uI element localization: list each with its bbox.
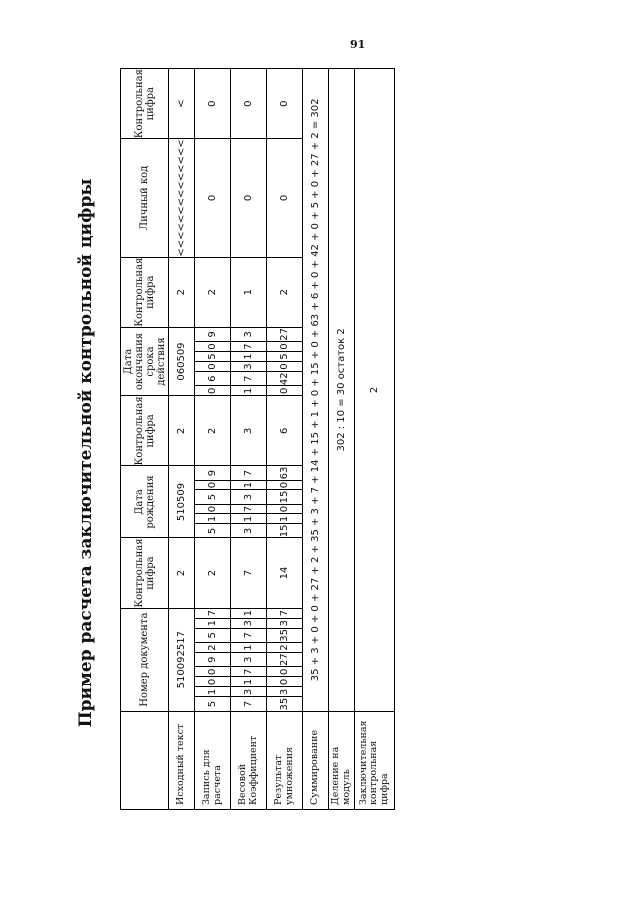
- digit-cell: 7: [231, 628, 267, 642]
- digit-cell: 0: [195, 361, 231, 371]
- final-check-cell: 0: [195, 68, 231, 138]
- digit-cell: 3: [231, 395, 267, 465]
- digit-cell: 15: [267, 489, 303, 503]
- digit-cell: 5: [195, 523, 231, 537]
- source-doc-number: 510092517: [169, 608, 195, 711]
- digit-cell: 1: [231, 608, 267, 618]
- column-header: Дата окончания срока действия: [121, 327, 169, 396]
- digit-cell: 2: [195, 537, 231, 607]
- digit-cell: 3: [231, 652, 267, 666]
- digit-cell: 1: [231, 513, 267, 523]
- column-header: Контрольная цифра: [121, 537, 169, 607]
- column-header: Дата рождения: [121, 465, 169, 537]
- source-check1: 2: [169, 537, 195, 607]
- digit-cell: 3: [231, 489, 267, 503]
- digit-cell: 0: [267, 341, 303, 351]
- digit-cell: 0: [267, 385, 303, 395]
- row-label: Исходный текст: [169, 711, 195, 809]
- digit-cell: 7: [267, 608, 303, 618]
- digit-cell: 7: [231, 341, 267, 351]
- source-birth-date: 510509: [169, 465, 195, 537]
- digit-cell: 7: [231, 504, 267, 514]
- page-number: 91: [350, 38, 366, 51]
- digit-cell: 0: [267, 504, 303, 514]
- column-header: Номер документа: [121, 608, 169, 711]
- row-label: Деление на модуль: [329, 711, 355, 809]
- digit-cell: 0: [267, 666, 303, 676]
- column-header: Личный код: [121, 138, 169, 256]
- source-expiry-date: 060509: [169, 327, 195, 396]
- digit-cell: 7: [231, 465, 267, 479]
- digit-cell: 1: [231, 676, 267, 686]
- digit-cell: 6: [267, 395, 303, 465]
- digit-cell: 1: [231, 257, 267, 327]
- digit-cell: 7: [195, 608, 231, 618]
- column-header: Контрольная цифра: [121, 68, 169, 138]
- digit-cell: 2: [267, 642, 303, 652]
- digit-cell: 7: [231, 371, 267, 385]
- column-header: Контрольная цифра: [121, 395, 169, 465]
- source-check3: 2: [169, 257, 195, 327]
- digit-cell: 14: [267, 537, 303, 607]
- digit-cell: 0: [195, 341, 231, 351]
- rotated-page-content: [60, 68, 580, 838]
- digit-cell: 1: [231, 385, 267, 395]
- digit-cell: 63: [267, 465, 303, 479]
- digit-cell: 5: [195, 351, 231, 361]
- digit-cell: 3: [231, 618, 267, 628]
- personal-code-cell: 0: [267, 138, 303, 256]
- digit-cell: 5: [195, 628, 231, 642]
- digit-cell: 3: [231, 361, 267, 371]
- digit-cell: 9: [195, 327, 231, 341]
- digit-cell: 5: [267, 351, 303, 361]
- digit-cell: 6: [195, 371, 231, 385]
- digit-cell: 1: [231, 480, 267, 490]
- digit-cell: 5: [195, 489, 231, 503]
- row-label: Заключительная контрольная цифра: [355, 711, 395, 809]
- digit-cell: 9: [195, 652, 231, 666]
- digit-cell: 1: [267, 513, 303, 523]
- digit-cell: 0: [267, 676, 303, 686]
- personal-code-cell: 0: [195, 138, 231, 256]
- digit-cell: 3: [231, 686, 267, 696]
- final-check-cell: 0: [231, 68, 267, 138]
- digit-cell: 1: [195, 618, 231, 628]
- digit-cell: 2: [195, 642, 231, 652]
- digit-cell: 0: [267, 361, 303, 371]
- digit-cell: 7: [231, 537, 267, 607]
- final-value: 2: [355, 68, 395, 711]
- digit-cell: 35: [267, 696, 303, 710]
- digit-cell: 15: [267, 523, 303, 537]
- digit-cell: 3: [231, 523, 267, 537]
- digit-cell: 0: [195, 385, 231, 395]
- digit-cell: 27: [267, 652, 303, 666]
- source-personal-code: <<<<<<<<<<<<<<: [169, 138, 195, 256]
- page-title: Пример расчета заключительной контрольной цифры: [76, 178, 96, 727]
- digit-cell: 3: [267, 686, 303, 696]
- digit-cell: 0: [195, 676, 231, 686]
- digit-cell: 1: [231, 351, 267, 361]
- row-label: Результат умножения: [267, 711, 303, 809]
- digit-cell: 9: [195, 465, 231, 479]
- digit-cell: 2: [267, 257, 303, 327]
- check-digit-table: [120, 68, 395, 810]
- digit-cell: 2: [195, 257, 231, 327]
- row-label: Весовой Коэффициент: [231, 711, 267, 809]
- source-final-check: <: [169, 68, 195, 138]
- source-check2: 2: [169, 395, 195, 465]
- personal-code-cell: 0: [231, 138, 267, 256]
- summation-value: 35 + 3 + 0 + 0 + 27 + 2 + 35 + 3 + 7 + 14 + 15 + 1 + 0 + 15 + 0 + 63 + 6 + 0 + 42 + 0 + 5 + 0 + 27 + 2 = 302: [303, 68, 329, 711]
- digit-cell: 1: [231, 642, 267, 652]
- corner-cell: [121, 711, 169, 809]
- digit-cell: 7: [231, 666, 267, 676]
- digit-cell: 3: [231, 327, 267, 341]
- digit-cell: 3: [267, 618, 303, 628]
- digit-cell: 2: [195, 395, 231, 465]
- digit-cell: 5: [195, 696, 231, 710]
- digit-cell: 0: [267, 480, 303, 490]
- digit-cell: 0: [195, 666, 231, 676]
- digit-cell: 7: [231, 696, 267, 710]
- digit-cell: 42: [267, 371, 303, 385]
- column-header: Контрольная цифра: [121, 257, 169, 327]
- modulo-value: 302 : 10 = 30 остаток 2: [329, 68, 355, 711]
- digit-cell: 1: [195, 513, 231, 523]
- digit-cell: 27: [267, 327, 303, 341]
- digit-cell: 0: [195, 504, 231, 514]
- row-label: Запись для расчета: [195, 711, 231, 809]
- digit-cell: 35: [267, 628, 303, 642]
- row-label: Суммирование: [303, 711, 329, 809]
- final-check-cell: 0: [267, 68, 303, 138]
- digit-cell: 1: [195, 686, 231, 696]
- digit-cell: 0: [195, 480, 231, 490]
